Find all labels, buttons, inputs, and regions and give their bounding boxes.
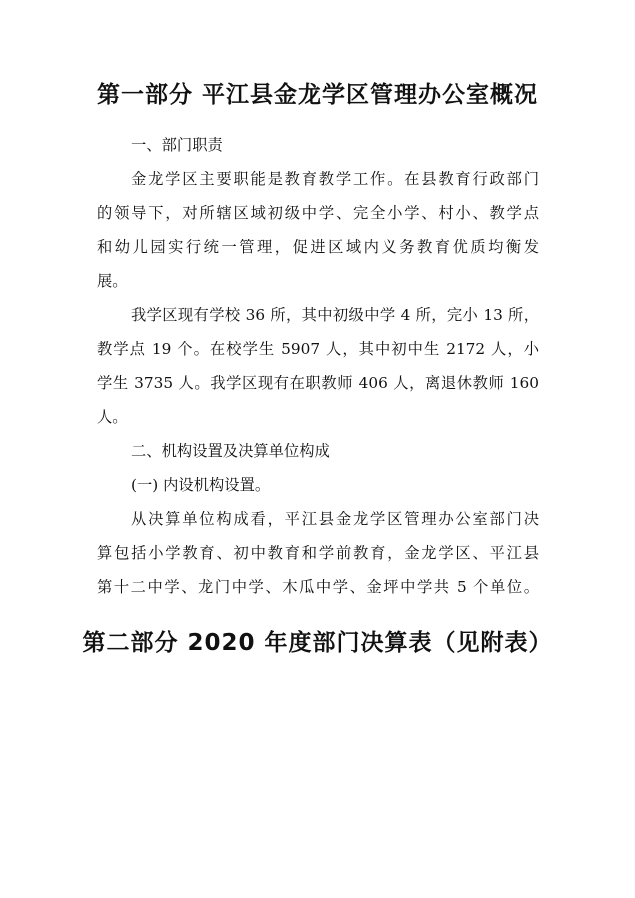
- para2-line-3: 学生 3735 人。我学区现有在职教师 406 人，离退休教师 160: [97, 374, 539, 392]
- para1-line-3: 和幼儿园实行统一管理，促进区域内义务教育优质均衡发: [97, 238, 539, 256]
- para1-line-2: 的领导下，对所辖区域初级中学、完全小学、村小、教学点: [97, 204, 539, 222]
- para3-line-1: 从决算单位构成看，平江县金龙学区管理办公室部门决: [131, 510, 539, 528]
- para2-line-4: 人。: [97, 408, 128, 426]
- section1-heading: 一、部门职责: [131, 136, 223, 154]
- para2-line-2: 教学点 19 个。在校学生 5907 人，其中初中生 2172 人，小: [97, 340, 539, 358]
- para3-line-2: 算包括小学教育、初中教育和学前教育，金龙学区、平江县: [97, 544, 539, 562]
- section2-subheading: (一) 内设机构设置。: [131, 476, 271, 494]
- part2-title: 第二部分 2020 年度部门决算表（见附表）: [82, 630, 553, 656]
- para1-line-1: 金龙学区主要职能是教育教学工作。在县教育行政部门: [131, 170, 539, 188]
- section2-heading: 二、机构设置及决算单位构成: [131, 442, 330, 460]
- part1-body: [97, 128, 539, 604]
- para2-line-1: 我学区现有学校 36 所，其中初级中学 4 所，完小 13 所，: [131, 306, 539, 324]
- part1-title: 第一部分 平江县金龙学区管理办公室概况: [96, 82, 538, 108]
- para3-line-3: 第十二中学、龙门中学、木瓜中学、金坪中学共 5 个单位。: [97, 578, 539, 596]
- para1-line-4: 展。: [97, 272, 128, 290]
